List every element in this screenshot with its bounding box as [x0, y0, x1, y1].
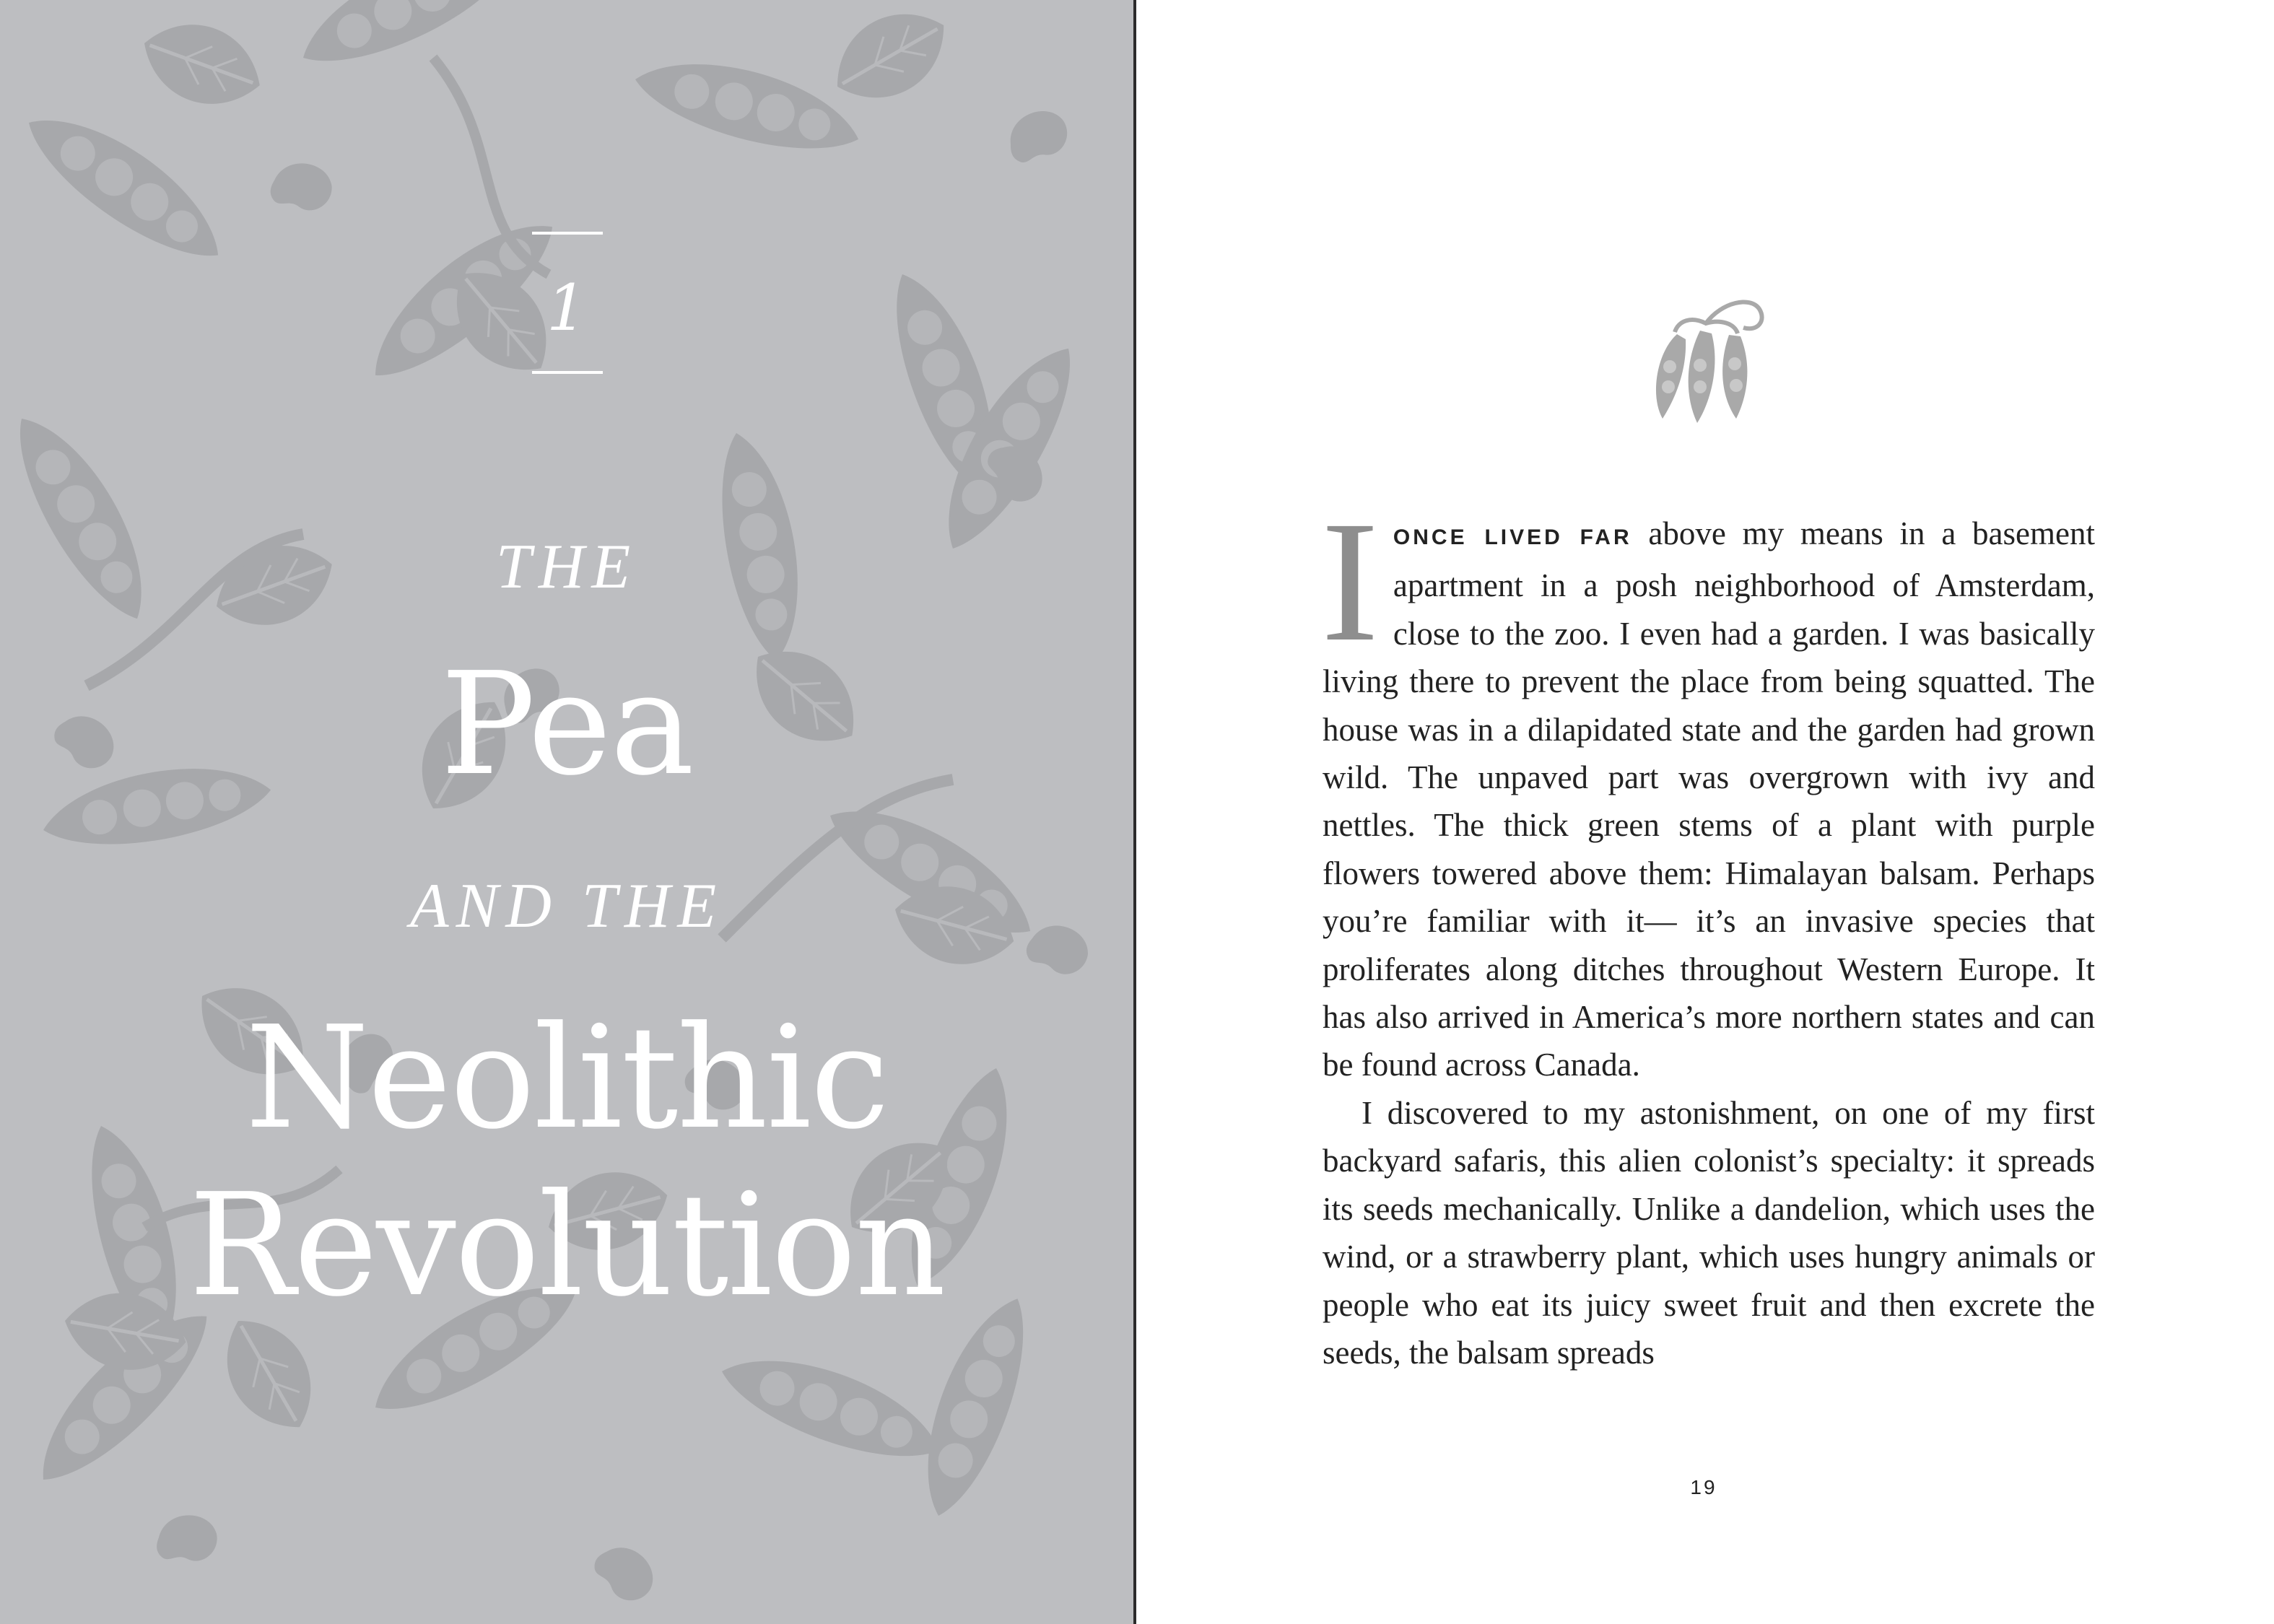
paragraph-1 [1321, 485, 2095, 1089]
paragraph-2: I discovered to my astonishment, on one of my first backyard safaris, this alien colonist’s specialty: it spreads its seeds mechanically. Unlike a dandelion, which uses the wind, or a strawberry plant, which uses hungry animals or people who eat its juicy sweet fruit and then excrete the seeds, the balsam spreads [1323, 1094, 2095, 1371]
chapter-title-line-4: Neolithic [245, 996, 889, 1161]
chapter-opener-page [0, 0, 1133, 1624]
page-number: 19 [1690, 1476, 1717, 1498]
chapter-title-line-2: Pea [440, 642, 693, 807]
chapter-title-line-5: Revolution [188, 1164, 945, 1328]
chapter-number-top-rule [532, 232, 603, 235]
drop-cap: I [1321, 485, 1379, 677]
pea-pods-icon [1635, 294, 1772, 426]
chapter-title-line-1: THE [495, 532, 638, 602]
lead-in-small-caps: ONCE LIVED FAR [1393, 525, 1632, 549]
chapter-number: 1 [546, 271, 587, 345]
paragraph-1-text: above my means in a basement apartment in a posh neighborhood of Amsterdam, close to the zoo. I even had a garden. I was basically living there to prevent the place from being squatted. The house was in a dilapidated state and the garden had grown wild. The unpaved part was overgrown with ivy and nettles. The thick green stems of a plant with purple flowers towered above them: Himalayan balsam. Perhaps you’re familiar with it— it’s an invasive species that proliferates along ditches throughout Western Europe. It has also arrived in America’s more northern states and can be found across Canada. [1323, 515, 2095, 1083]
chapter-title-line-3: AND THE [409, 871, 724, 941]
body-text [1321, 485, 2095, 1376]
chapter-title-block [0, 0, 1133, 1624]
chapter-number-bottom-rule [532, 371, 603, 374]
